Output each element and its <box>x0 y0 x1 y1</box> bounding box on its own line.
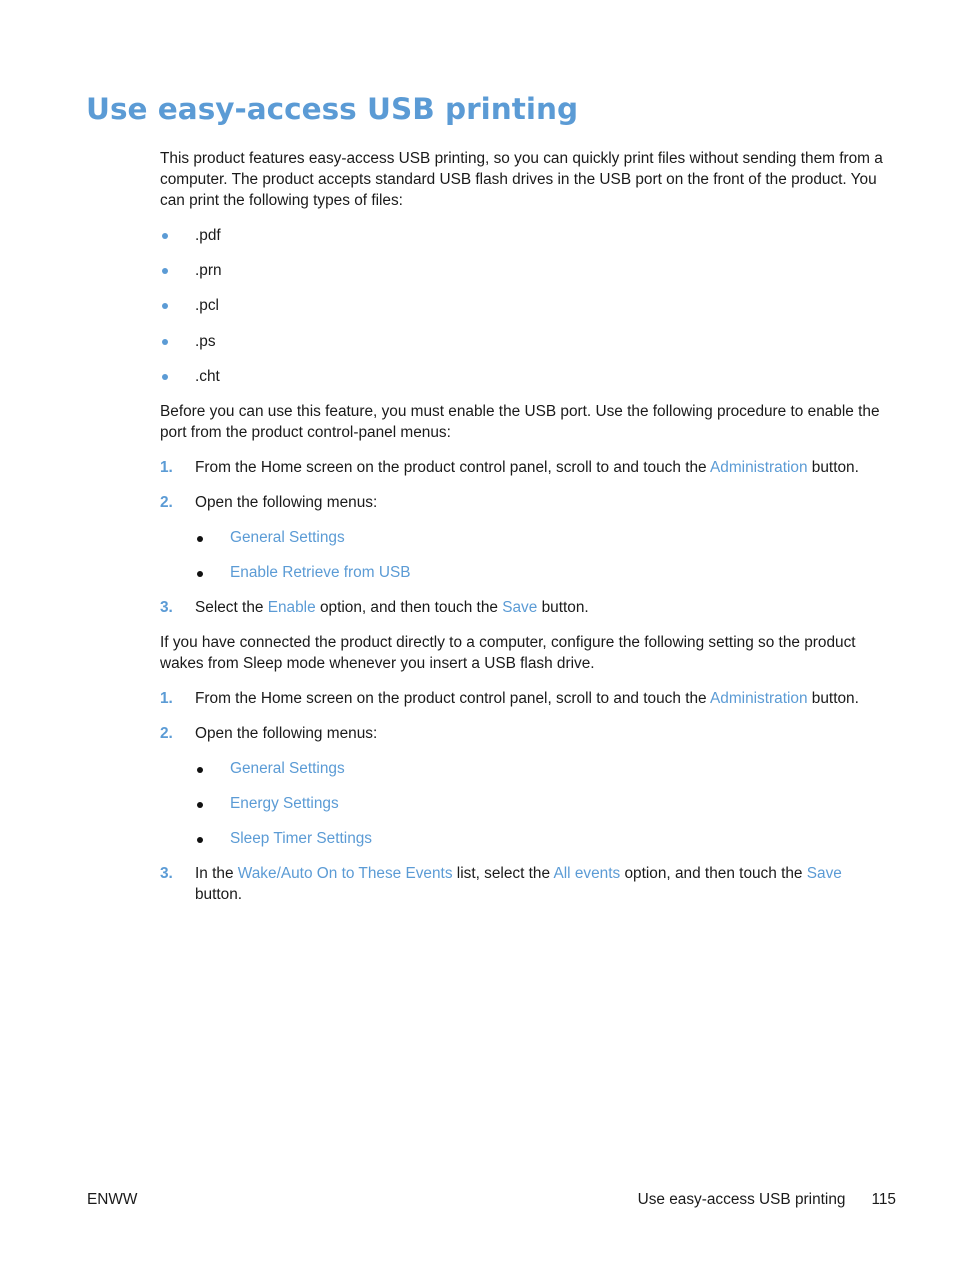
list-item: .prn <box>160 260 885 281</box>
ui-label-menu: General Settings <box>230 528 345 546</box>
list-item: .pcl <box>160 295 885 316</box>
footer-left: ENWW <box>87 1191 138 1208</box>
list-item <box>195 758 885 779</box>
before-paragraph: Before you can use this feature, you must enable the USB port. Use the following procedure to enable the port from the product control-panel menus: <box>160 402 880 441</box>
step-number: 1. <box>160 458 173 476</box>
list-item <box>195 527 885 548</box>
bullet-icon <box>162 268 168 274</box>
ui-label-menu: Energy Settings <box>230 794 339 812</box>
list-item: .ps <box>160 331 885 352</box>
step-item: 2. Open the following menus: General Settings Enable Retrieve from USB <box>160 492 885 583</box>
bullet-icon <box>197 536 203 542</box>
step-item: 1. From the Home screen on the product control panel, scroll to and touch the Administration button. <box>160 689 859 707</box>
menu-list <box>195 758 885 849</box>
bullet-icon <box>197 837 203 843</box>
list-item <box>195 828 885 849</box>
wake-procedure <box>160 688 885 905</box>
ui-label-all-events: All events <box>553 864 621 882</box>
list-item <box>195 562 885 583</box>
enable-usb-procedure <box>160 457 885 618</box>
step-item: 2. Open the following menus: General Settings Energy Settings Sleep Timer Settings <box>160 723 885 849</box>
main-content <box>160 148 885 919</box>
list-item <box>195 793 885 814</box>
step-number: 1. <box>160 689 173 707</box>
page-title: Use easy-access USB printing <box>86 92 579 126</box>
bullet-icon <box>162 339 168 345</box>
step-number: 2. <box>160 724 173 742</box>
bullet-icon <box>162 374 168 380</box>
footer-section-title: Use easy-access USB printing <box>637 1191 846 1208</box>
footer-right <box>638 1189 896 1210</box>
menu-list <box>195 527 885 583</box>
ui-label-save: Save <box>806 864 842 882</box>
ui-label-wake-events: Wake/Auto On to These Events <box>237 864 453 882</box>
step-item: 1. From the Home screen on the product control panel, scroll to and touch the Administration button. <box>160 458 859 476</box>
bullet-icon <box>197 802 203 808</box>
step-number: 2. <box>160 493 173 511</box>
step-item: 3. Select the Enable option, and then touch the Save button. <box>160 598 589 616</box>
ui-label-menu: Enable Retrieve from USB <box>230 563 411 581</box>
bullet-icon <box>162 303 168 309</box>
bullet-icon <box>197 571 203 577</box>
ui-label-save: Save <box>502 598 538 616</box>
bullet-icon <box>197 767 203 773</box>
page-number: 115 <box>871 1191 896 1208</box>
step-number: 3. <box>160 864 173 882</box>
list-item: .pdf <box>160 225 885 246</box>
sleep-paragraph: If you have connected the product directly to a computer, configure the following setting so the product wakes from Sleep mode whenever you insert a USB flash drive. <box>160 633 856 672</box>
ui-label-menu: General Settings <box>230 759 345 777</box>
ui-label-administration: Administration <box>710 458 808 476</box>
file-type-list <box>160 225 885 387</box>
bullet-icon <box>162 233 168 239</box>
ui-label-enable: Enable <box>267 598 316 616</box>
step-item: 3. In the Wake/Auto On to These Events list, select the All events option, and then touch the Save button. <box>160 864 842 903</box>
step-number: 3. <box>160 598 173 616</box>
ui-label-menu: Sleep Timer Settings <box>230 829 373 847</box>
ui-label-administration: Administration <box>710 689 808 707</box>
intro-paragraph: This product features easy-access USB printing, so you can quickly print files without sending them from a computer. The product accepts standard USB flash drives in the USB port on the front of the product. You can print the following types of files: <box>160 150 883 209</box>
list-item: .cht <box>160 366 885 387</box>
